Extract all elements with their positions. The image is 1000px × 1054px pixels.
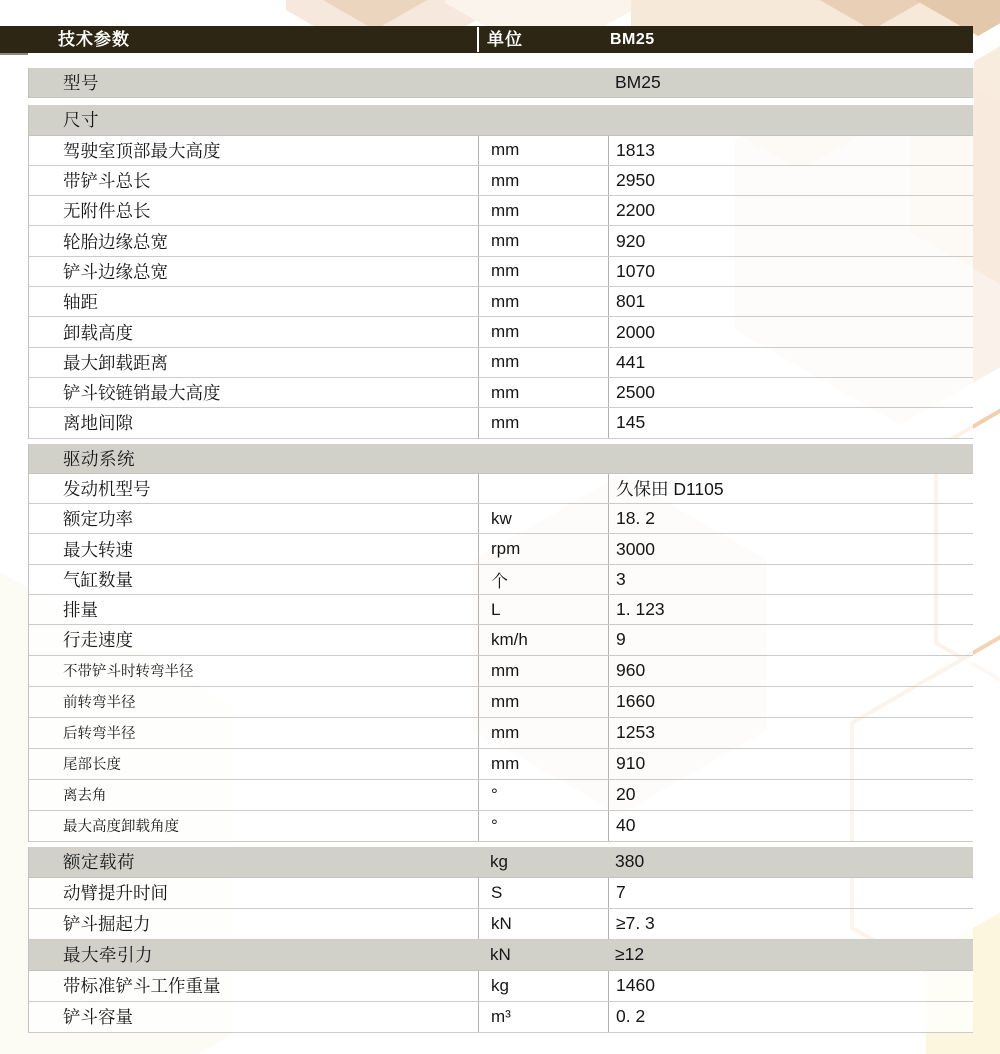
section-row xyxy=(29,940,973,971)
section-gap xyxy=(28,98,974,105)
value-cell: 145 xyxy=(608,408,973,437)
value-cell: 2500 xyxy=(608,378,973,407)
table-row xyxy=(29,317,973,347)
unit-cell: S xyxy=(478,878,608,908)
unit-cell: mm xyxy=(478,196,608,225)
param-label: 铲斗掘起力 xyxy=(63,914,151,935)
table-row xyxy=(29,878,973,909)
unit-cell: mm xyxy=(478,408,608,437)
unit-cell: mm xyxy=(478,317,608,346)
section-row xyxy=(29,105,973,135)
table-row xyxy=(29,136,973,166)
value-cell: 0. 2 xyxy=(608,1002,973,1032)
table-row xyxy=(29,595,973,625)
value-cell: 960 xyxy=(608,656,973,686)
table-row xyxy=(29,909,973,940)
param-label: 不带铲斗时转弯半径 xyxy=(63,664,194,681)
table-row xyxy=(29,166,973,196)
table-row xyxy=(29,687,973,718)
unit-cell: mm xyxy=(478,718,608,748)
param-label: 带铲斗总长 xyxy=(63,171,151,192)
unit-cell: mm xyxy=(478,136,608,165)
table-row xyxy=(29,811,973,842)
unit-cell: kg xyxy=(478,971,608,1001)
param-label: 额定功率 xyxy=(63,509,133,530)
table-row xyxy=(29,971,973,1002)
table-header-bar xyxy=(0,26,973,55)
value-cell: 1. 123 xyxy=(608,595,973,624)
unit-cell xyxy=(478,444,608,473)
param-label: 轮胎边缘总宽 xyxy=(63,231,168,252)
unit-cell: mm xyxy=(478,257,608,286)
param-label: 尺寸 xyxy=(63,110,99,131)
value-cell: 380 xyxy=(615,851,645,872)
table-row xyxy=(29,749,973,780)
unit-cell: mm xyxy=(478,656,608,686)
value-cell: 20 xyxy=(608,780,973,810)
table-row xyxy=(29,257,973,287)
value-cell: 2000 xyxy=(608,317,973,346)
table-row xyxy=(29,378,973,408)
param-label: 行走速度 xyxy=(63,630,133,651)
section-row xyxy=(29,68,973,98)
param-label: 铲斗铰链销最大高度 xyxy=(63,383,221,404)
value-cell: 441 xyxy=(608,348,973,377)
param-label: 轴距 xyxy=(63,292,98,313)
unit-cell: kN xyxy=(478,909,608,939)
table-row xyxy=(29,718,973,749)
value-cell: 1660 xyxy=(608,687,973,717)
table-row xyxy=(29,780,973,811)
value-cell: 1813 xyxy=(608,136,973,165)
section-gap xyxy=(28,53,974,68)
table-row xyxy=(29,625,973,655)
value-cell: ≥12 xyxy=(615,944,645,965)
table-row xyxy=(29,226,973,256)
table-row xyxy=(29,474,973,504)
param-label: 离地间隙 xyxy=(63,413,133,434)
unit-cell xyxy=(478,68,608,97)
param-label: 后转弯半径 xyxy=(63,726,136,743)
param-label: 无附件总长 xyxy=(63,201,151,222)
table-row xyxy=(29,565,973,595)
section-row xyxy=(29,444,973,474)
param-label: 前转弯半径 xyxy=(63,695,136,712)
param-label: 带标准铲斗工作重量 xyxy=(63,976,221,997)
value-cell: BM25 xyxy=(615,72,661,93)
value-cell: 801 xyxy=(608,287,973,316)
param-label: 最大高度卸载角度 xyxy=(63,819,179,836)
unit-cell: mm xyxy=(478,378,608,407)
param-label: 最大转速 xyxy=(63,539,133,560)
unit-cell: m³ xyxy=(478,1002,608,1032)
unit-cell: mm xyxy=(478,226,608,255)
table-row xyxy=(29,408,973,438)
param-label: 离去角 xyxy=(63,788,107,805)
header-column-divider xyxy=(477,27,479,52)
param-label: 最大卸载距离 xyxy=(63,352,168,373)
unit-cell: ° xyxy=(478,780,608,810)
unit-cell: kg xyxy=(490,851,508,871)
value-cell xyxy=(608,444,973,473)
unit-cell: kw xyxy=(478,504,608,533)
param-label: 发动机型号 xyxy=(63,479,151,499)
value-cell: 1070 xyxy=(608,257,973,286)
param-label: 驱动系统 xyxy=(63,448,135,469)
value-cell: 3 xyxy=(608,565,973,594)
param-label: 驾驶室顶部最大高度 xyxy=(63,140,221,161)
value-cell: 2200 xyxy=(608,196,973,225)
param-label: 气缸数量 xyxy=(63,569,133,590)
section-row xyxy=(29,847,973,878)
value-cell: 920 xyxy=(608,226,973,255)
unit-cell: 个 xyxy=(478,565,608,594)
unit-cell: kN xyxy=(490,944,511,964)
value-cell: 1253 xyxy=(608,718,973,748)
param-label: 铲斗容量 xyxy=(63,1007,133,1028)
value-cell: ≥7. 3 xyxy=(608,909,973,939)
param-label: 铲斗边缘总宽 xyxy=(63,261,168,282)
value-cell: 910 xyxy=(608,749,973,779)
model-column-header: BM25 xyxy=(610,31,655,48)
value-cell: 2950 xyxy=(608,166,973,195)
value-cell: 18. 2 xyxy=(608,504,973,533)
page-title: 技术参数 xyxy=(58,30,130,49)
param-label: 尾部长度 xyxy=(63,757,121,774)
value-cell: 3000 xyxy=(608,534,973,563)
value-cell: 7 xyxy=(608,878,973,908)
unit-cell xyxy=(478,105,608,134)
value-cell: 40 xyxy=(608,811,973,841)
value-cell: 久保田 D1105 xyxy=(608,474,973,503)
param-label: 型号 xyxy=(63,73,99,94)
unit-cell: km/h xyxy=(478,625,608,654)
unit-cell: L xyxy=(478,595,608,624)
table-row xyxy=(29,287,973,317)
unit-cell xyxy=(478,474,608,503)
value-cell xyxy=(608,105,973,134)
spec-table xyxy=(28,53,973,1033)
unit-cell: ° xyxy=(478,811,608,841)
param-label: 排量 xyxy=(63,600,98,621)
param-label: 最大牵引力 xyxy=(63,945,153,966)
param-label: 额定载荷 xyxy=(63,852,135,873)
unit-cell: mm xyxy=(478,348,608,377)
table-row xyxy=(29,196,973,226)
unit-cell: mm xyxy=(478,687,608,717)
unit-cell: mm xyxy=(478,166,608,195)
unit-cell: rpm xyxy=(478,534,608,563)
unit-cell: mm xyxy=(478,749,608,779)
table-row xyxy=(29,656,973,687)
table-row xyxy=(29,1002,973,1033)
unit-cell: mm xyxy=(478,287,608,316)
param-label: 动臂提升时间 xyxy=(63,883,168,904)
table-row xyxy=(29,348,973,378)
value-cell: 9 xyxy=(608,625,973,654)
table-row xyxy=(29,504,973,534)
param-label: 卸载高度 xyxy=(63,322,133,343)
unit-column-header: 单位 xyxy=(487,30,523,49)
value-cell: 1460 xyxy=(608,971,973,1001)
table-row xyxy=(29,534,973,564)
